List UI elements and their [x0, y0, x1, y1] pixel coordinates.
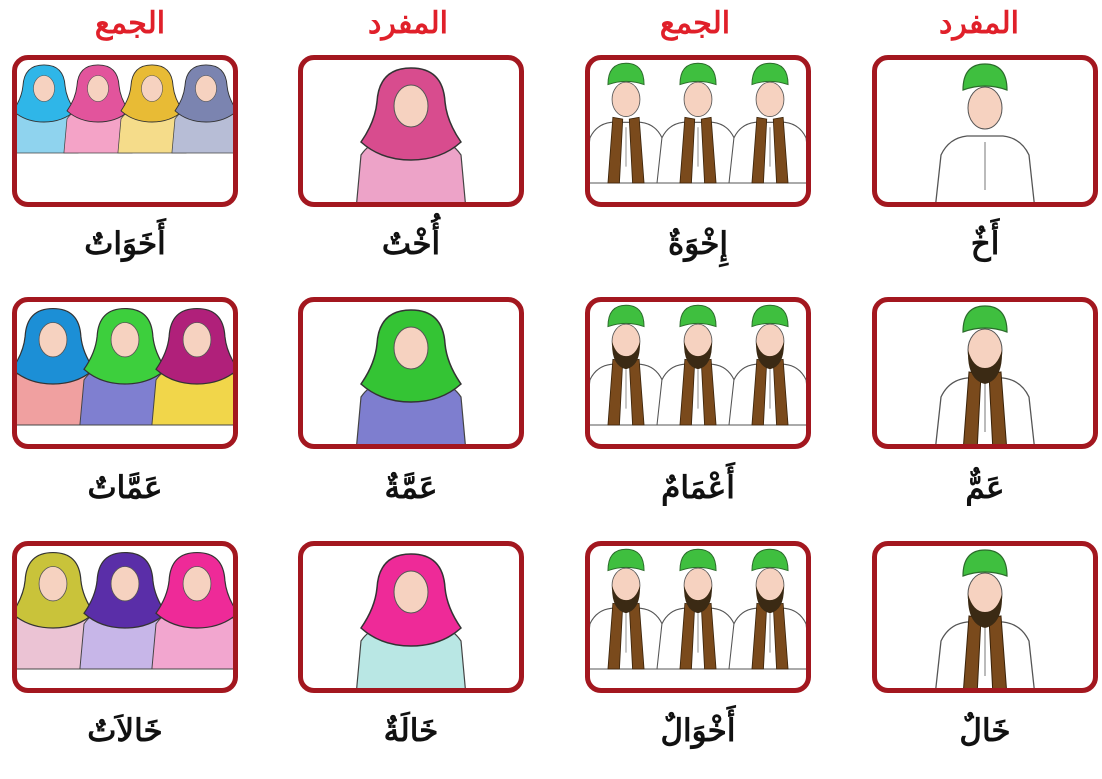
men-figures-illustration: [590, 546, 806, 688]
women-figures-illustration: [17, 546, 233, 688]
word-label-r3-c3: أَخْوَالٌ: [660, 713, 736, 749]
picture-card-r3-c4: [872, 541, 1098, 693]
picture-card-r1-c3: [585, 55, 811, 207]
word-label-r3-c2: خَالَةٌ: [383, 713, 439, 749]
picture-card-r1-c4: [872, 55, 1098, 207]
picture-card-r2-c2: [298, 297, 524, 449]
men-figures-illustration: [590, 302, 806, 444]
header-plural-col1: الجمع: [94, 6, 166, 41]
picture-card-r2-c3: [585, 297, 811, 449]
picture-card-r2-c4: [872, 297, 1098, 449]
word-label-r2-c4: عَمٌّ: [965, 470, 1005, 506]
men-figures-illustration: [877, 546, 1093, 688]
men-figures-illustration: [590, 60, 806, 202]
picture-card-r3-c1: [12, 541, 238, 693]
header-singular-col4: المفرد: [939, 6, 1019, 41]
word-label-r3-c1: خَالاَتٌ: [87, 713, 163, 749]
women-figures-illustration: [303, 60, 519, 202]
women-figures-illustration: [17, 60, 233, 202]
men-figures-illustration: [877, 60, 1093, 202]
word-label-r3-c4: خَالٌ: [959, 713, 1011, 749]
women-figures-illustration: [303, 546, 519, 688]
header-singular-col2: المفرد: [368, 6, 448, 41]
women-figures-illustration: [17, 302, 233, 444]
picture-card-r2-c1: [12, 297, 238, 449]
word-label-r2-c3: أَعْمَامٌ: [661, 470, 735, 506]
header-plural-col3: الجمع: [659, 6, 731, 41]
word-label-r2-c1: عَمَّاتٌ: [87, 470, 163, 506]
word-label-r1-c4: أَخٌ: [970, 226, 1000, 262]
picture-card-r3-c2: [298, 541, 524, 693]
word-label-r1-c2: أُخْتٌ: [381, 226, 441, 262]
men-figures-illustration: [877, 302, 1093, 444]
word-label-r1-c1: أَخَوَاتٌ: [84, 226, 166, 262]
word-label-r1-c3: إِخْوَةٌ: [667, 226, 729, 262]
picture-card-r3-c3: [585, 541, 811, 693]
word-label-r2-c2: عَمَّةٌ: [384, 470, 438, 506]
picture-card-r1-c2: [298, 55, 524, 207]
women-figures-illustration: [303, 302, 519, 444]
picture-card-r1-c1: [12, 55, 238, 207]
